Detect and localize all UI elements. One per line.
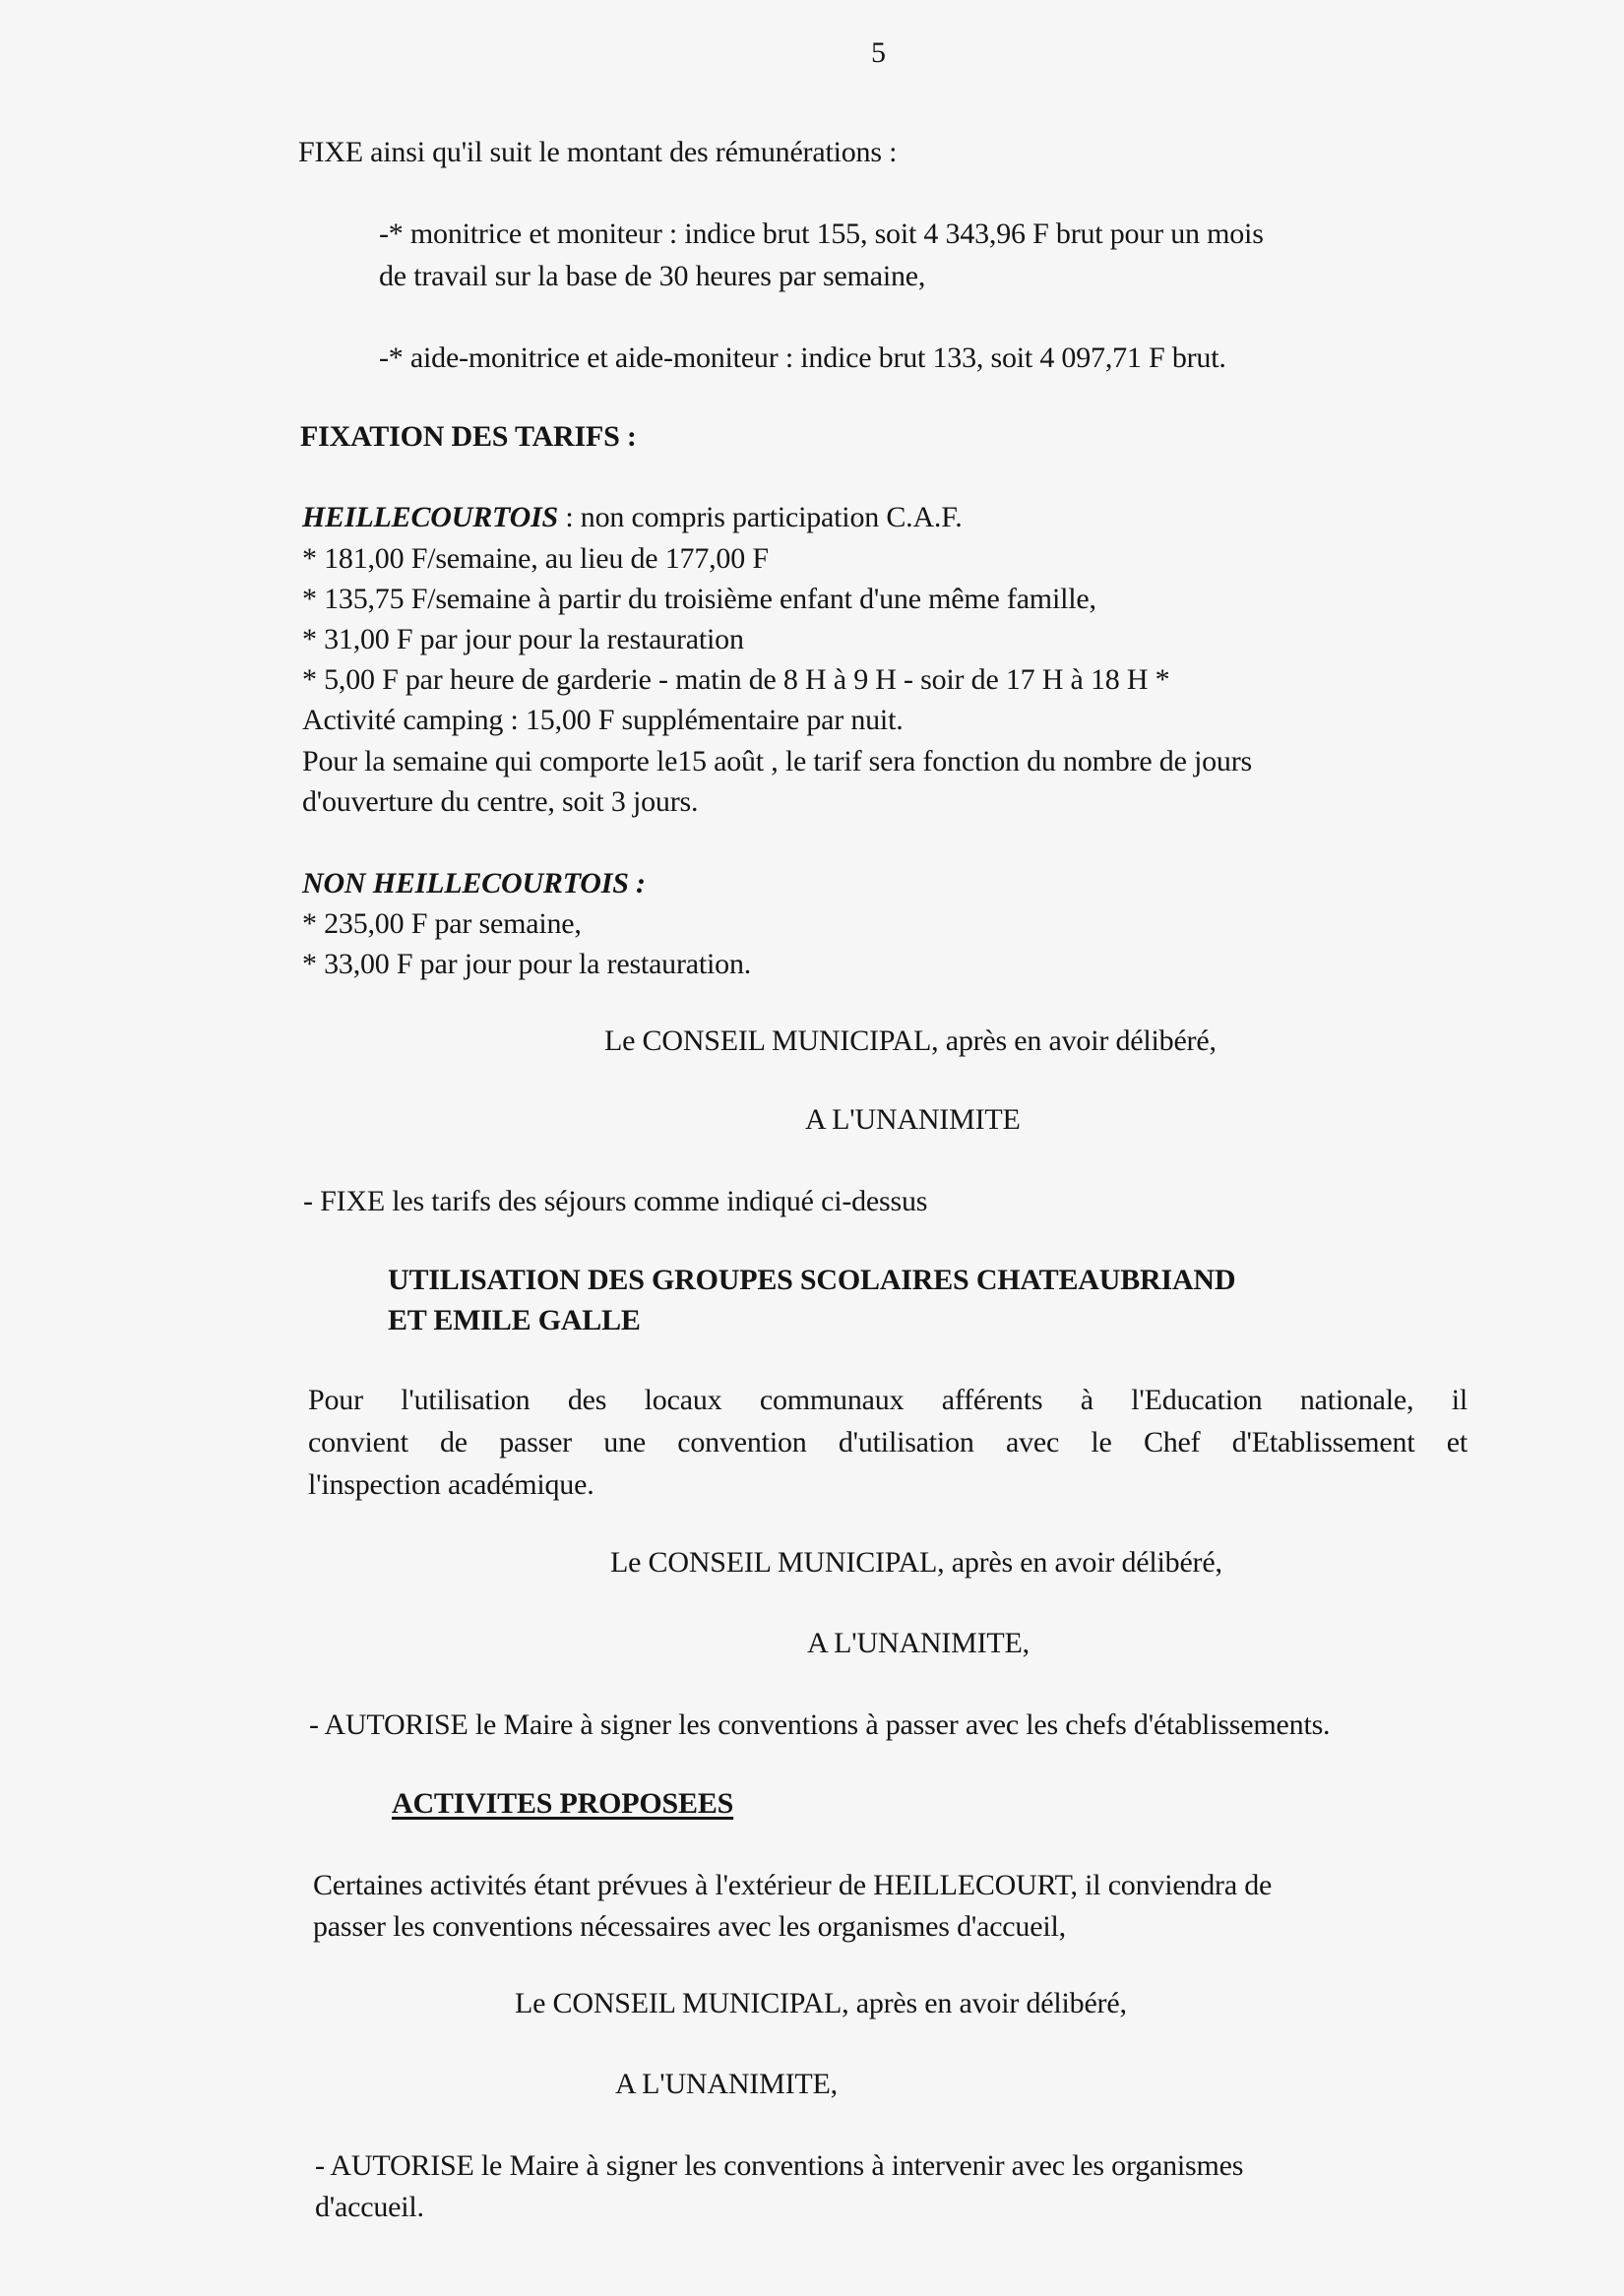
remunerations-intro: FIXE ainsi qu'il suit le montant des rémunérations : [298, 136, 898, 168]
activites-decision-line1: - AUTORISE le Maire à signer les conventions à intervenir avec les organismes [315, 2149, 1244, 2182]
groupes-scolaires-deliberation: Le CONSEIL MUNICIPAL, après en avoir délibéré, [610, 1546, 1222, 1579]
remuneration-aide-moniteur: -* aide-monitrice et aide-moniteur : indice brut 133, soit 4 097,71 F brut. [379, 341, 1226, 374]
tarifs-heading: FIXATION DES TARIFS : [300, 420, 637, 453]
tarifs-vote: A L'UNANIMITE [805, 1103, 1021, 1136]
heillecourtois-label: HEILLECOURTOIS [302, 501, 559, 533]
heillecourtois-label-suffix: : non compris participation C.A.F. [558, 501, 963, 533]
groupes-scolaires-body-line3: l'inspection académique. [308, 1468, 594, 1501]
groupes-scolaires-decision: - AUTORISE le Maire à signer les conventions à passer avec les chefs d'établissements. [309, 1708, 1331, 1741]
page-number: 5 [871, 36, 886, 69]
tarif-item: * 135,75 F/semaine à partir du troisième enfant d'une même famille, [302, 583, 1096, 615]
activites-deliberation: Le CONSEIL MUNICIPAL, après en avoir délibéré, [515, 1987, 1127, 2019]
tarif-item: * 235,00 F par semaine, [302, 907, 582, 940]
tarif-item: Pour la semaine qui comporte le15 août , le tarif sera fonction du nombre de jours [302, 745, 1252, 777]
tarifs-decision: - FIXE les tarifs des séjours comme indiqué ci-dessus [303, 1185, 928, 1217]
activites-decision-line2: d'accueil. [315, 2191, 424, 2223]
tarif-item: * 181,00 F/semaine, au lieu de 177,00 F [302, 542, 769, 575]
groupes-scolaires-heading-line1: UTILISATION DES GROUPES SCOLAIRES CHATEAUBRIAND [388, 1264, 1236, 1296]
activites-heading: ACTIVITES PROPOSEES [392, 1787, 734, 1820]
tarif-item: d'ouverture du centre, soit 3 jours. [302, 785, 699, 818]
groupes-scolaires-heading-line2: ET EMILE GALLE [388, 1304, 641, 1336]
tarifs-deliberation: Le CONSEIL MUNICIPAL, après en avoir délibéré, [604, 1024, 1217, 1057]
activites-body-line2: passer les conventions nécessaires avec les organismes d'accueil, [313, 1910, 1066, 1943]
tarif-item: * 31,00 F par jour pour la restauration [302, 623, 744, 655]
heillecourtois-label-line [302, 500, 963, 535]
tarif-item: * 33,00 F par jour pour la restauration. [302, 948, 752, 980]
tarif-item: Activité camping : 15,00 F supplémentaire par nuit. [302, 704, 904, 736]
groupes-scolaires-body-line1: Pour l'utilisation des locaux communaux afférents à l'Education nationale, il [308, 1384, 1468, 1416]
non-heillecourtois-label: NON HEILLECOURTOIS : [302, 867, 646, 900]
remuneration-moniteur-line2: de travail sur la base de 30 heures par semaine, [379, 260, 926, 292]
activites-body-line1: Certaines activités étant prévues à l'extérieur de HEILLECOURT, il conviendra de [313, 1869, 1273, 1901]
groupes-scolaires-vote: A L'UNANIMITE, [807, 1627, 1030, 1659]
remuneration-moniteur-line1: -* monitrice et moniteur : indice brut 155, soit 4 343,96 F brut pour un mois [379, 217, 1264, 250]
activites-vote: A L'UNANIMITE, [615, 2068, 838, 2100]
tarif-item: * 5,00 F par heure de garderie - matin de 8 H à 9 H - soir de 17 H à 18 H * [302, 663, 1170, 696]
groupes-scolaires-body-line2: convient de passer une convention d'utilisation avec le Chef d'Etablissement et [308, 1426, 1468, 1458]
